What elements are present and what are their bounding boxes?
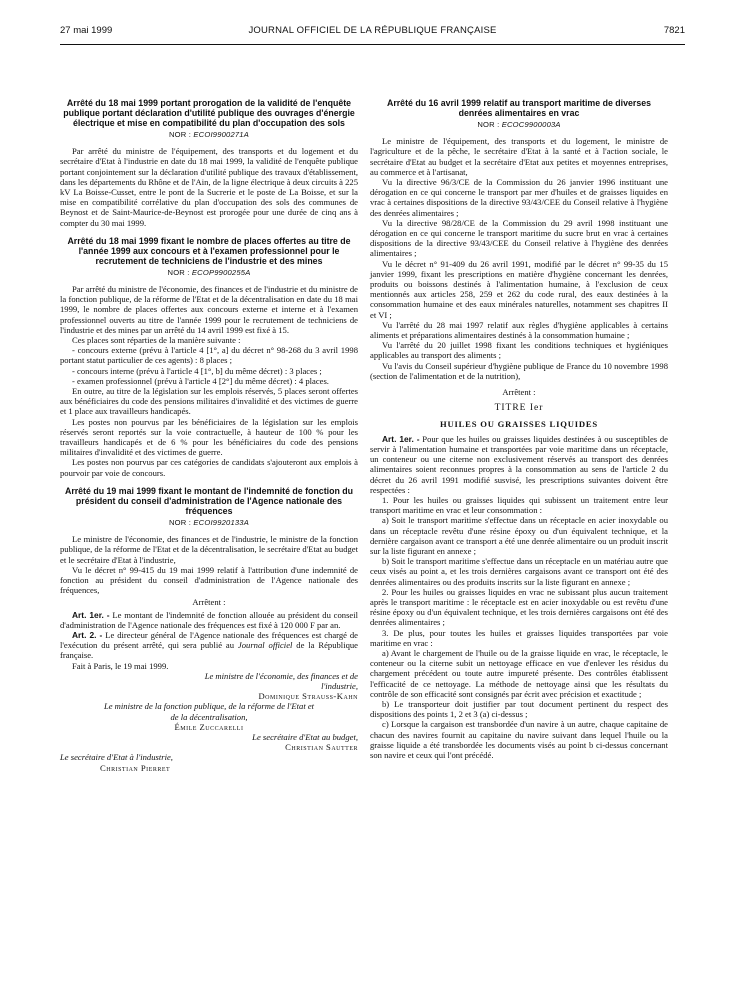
signature-name: Émile Zuccarelli — [174, 721, 244, 732]
decree-title: Arrêté du 18 mai 1999 portant prorogation de la validité de l'enquête publique portant déclaration d'utilité publique des ouvrages d'énergie électrique et mise en compatibilité du plan d'occupation des sols — [63, 98, 355, 128]
paragraph: Vu la directive 96/3/CE de la Commission du 26 janvier 1996 instituant une dérogation en ce qui concerne le transport par mer d'huiles et de graisses liquides en vrac à certaines dispositions de la directive 93/43/CEE du Conseil relative à l'hygiène des denrées alimentaires ; — [370, 177, 668, 218]
point-3: 3. De plus, pour toutes les huiles et graisses liquides transportées par voie maritime en vrac : — [370, 627, 668, 648]
decree-maritime-transport — [370, 98, 668, 760]
article-1: Art. 1er. - Le montant de l'indemnité de fonction allouée au président du conseil d'administration de l'Agence nationale des fréquences est fixé à 120 000 F par an. — [60, 609, 358, 630]
decree-places — [60, 236, 358, 478]
decree-title: Arrêté du 16 avril 1999 relatif au transport maritime de diverses denrées alimentaires en vrac — [386, 98, 652, 118]
titre-subheading: HUILES OU GRAISSES LIQUIDES — [440, 419, 598, 430]
decree-body: Par arrêté du ministre de l'équipement, des transports et du logement et du secrétaire d'Etat à l'industrie en date du 18 mai 1999, la validité de l'enquête publique portant conjointement sur la déclaration d'utilité publique des travaux d'établissement, dans les départements du Rhône et de l'Ain, de la ligne électrique à deux circuits à 225 kV La Boisse-Cusset, entre le pont de la Sucrerie et le poste de La Boisse, et sur la mise en compatibilité corrélative du plan d'occupation des sols des communes de Beynost et de Saint-Maurice-de-Beynost est prorogée pour une durée de cinq ans à compter du 30 mai 1999. — [60, 146, 358, 228]
header-page-number: 7821 — [663, 25, 685, 36]
nor-reference: NOR : ECOI9900271A — [169, 130, 249, 139]
arretent: Arrêtent : — [192, 597, 226, 608]
signature-name: Christian Sautter — [285, 742, 358, 753]
decree-prorogation — [60, 98, 358, 228]
point-3b: b) Le transporteur doit justifier par tout document pertinent du respect des dispositions des points 1, 2 et 3 (a) ci-dessus ; — [370, 698, 668, 720]
list-item: - examen professionnel (prévu à l'article 4 [2°] du même décret) : 4 places. — [72, 375, 329, 386]
article-1: Art. 1er. - Pour que les huiles ou graisses liquides destinées à ou susceptibles de servir à l'alimentation humaine et transportées par voie maritime dans un réceptacle, un conteneur ou une citerne non exclusivement réservés au transport des denrées alimentaires soient reconnues propres à la consommation au sens de l'article 2 du décret du 26 avril 1991 modifié susvisé, les prescriptions suivantes doivent être respectées : — [370, 433, 669, 495]
fait-a-paris: Fait à Paris, le 19 mai 1999. — [72, 660, 169, 671]
nor-reference: NOR : ECOI9920133A — [169, 517, 249, 527]
paragraph: Vu l'arrêté du 28 mai 1997 relatif aux règles d'hygiène applicables à certains aliments et préparations alimentaires destinés à la consommation humaine ; — [370, 319, 668, 341]
right-column — [370, 98, 668, 760]
paragraph: Ces places sont réparties de la manière suivante : — [72, 335, 241, 346]
header-rule — [60, 44, 685, 45]
point-2: 2. Pour les huiles ou graisses liquides en vrac ne subissant plus aucun traitement après le transport maritime : le réceptacle est en acier inoxydable ou est revêtu d'une résine époxy ou d'un équivalent technique, et les trois dernières cargaisons ont été des denrées alimentaires ; — [370, 586, 668, 628]
left-column — [60, 98, 358, 773]
list-item: - concours interne (prévu à l'article 4 [1°, b] du même décret) : 3 places ; — [72, 365, 322, 376]
point-3a: a) Avant le chargement de l'huile ou de la graisse liquide en vrac, le réceptacle, le conteneur ou la citerne subit un nettoyage efficace en vue d'enlever les résidus du chargement précédent ou toute autre impureté présente. Des contrôles établissent l'efficacité de ce nettoyage. La méthode de nettoyage ainsi que les résultats du contrôle de son efficacité sont consignés par écrit avec précision et exactitude ; — [370, 647, 668, 699]
point-1: 1. Pour les huiles ou graisses liquides qui subissent un traitement entre leur transport maritime en vrac et leur consommation : — [370, 494, 668, 516]
signature-name: Dominique Strauss-Kahn — [258, 691, 358, 702]
paragraph: En outre, au titre de la législation sur les emplois réservés, 5 places seront offertes aux bénéficiaires du code des pensions militaires d'invalidité et des victimes de guerre et 1 place aux travailleurs handicapés. — [60, 386, 358, 417]
paragraph: Vu l'arrêté du 20 juillet 1998 fixant les conditions techniques et hygiéniques applicables au transport des aliments ; — [370, 340, 668, 361]
decree-title: Arrêté du 19 mai 1999 fixant le montant de l'indemnité de fonction du président du conseil d'administration de l'Agence nationale des fréquences — [64, 485, 354, 516]
paragraph: Vu le décret n° 91-409 du 26 avril 1991, modifié par le décret n° 99-35 du 15 janvier 1999, fixant les prescriptions en matière d'hygiène concernant les denrées, produits ou boissons destinés à l'alimentation humaine, à l'exclusion de ceux mentionnés aux articles 258, 259 et 262 du code rural, des eaux destinées à la consommation humaine et des eaux minérales naturelles, notamment ses chapitres II et VI ; — [370, 258, 668, 320]
paragraph: Vu le décret n° 99-415 du 19 mai 1999 relatif à l'attribution d'une indemnité de fonction au président du conseil d'administration de l'Agence nationale des fréquences, — [60, 564, 358, 596]
paragraph: Vu l'avis du Conseil supérieur d'hygiène publique de France du 10 novembre 1998 (section de l'alimentation et de la nutrition), — [370, 360, 668, 381]
arretent: Arrêtent : — [502, 387, 536, 398]
signatures — [60, 671, 358, 773]
decree-title: Arrêté du 18 mai 1999 fixant le nombre de places offertes au titre de l'année 1999 aux concours et à l'examen professionnel pour le recrutement de techniciens de l'industrie et des mines — [67, 235, 351, 266]
point-1a: a) Soit le transport maritime s'effectue dans un réceptacle en acier inoxydable ou dans un réceptacle revêtu d'une résine époxy ou d'un équivalent technique, et la dernière cargaison avant ce transport a été une denrée alimentaire ou un produit inscrit sur la liste figurant en annexe ; — [370, 515, 668, 556]
nor-reference: NOR : ECOC9900003A — [477, 120, 561, 129]
header-journal-title: JOURNAL OFFICIEL DE LA RÉPUBLIQUE FRANÇAISE — [248, 25, 497, 36]
page-header — [60, 25, 685, 39]
list-item: - concours externe (prévu à l'article 4 [1°, a] du décret n° 98-268 du 3 avril 1998 portant statut particulier de ces agents) : 8 places ; — [60, 345, 358, 366]
paragraph: Les postes non pourvus par ces catégories de candidats s'ajouteront aux emplois à pourvoir par voie de concours. — [60, 457, 358, 478]
nor-reference: NOR : ECOP9900255A — [167, 267, 251, 277]
point-1b: b) Soit le transport maritime s'effectue dans un réceptacle en un matériau autre que ceux visés au point a, et les trois dernières cargaisons avant ce transport ont été des denrées alimentaires ou des produits inscrits sur la liste figurant en annexe ; — [370, 556, 668, 587]
paragraph: Vu la directive 98/28/CE de la Commission du 29 avril 1998 instituant une dérogation en ce qui concerne le transport maritime du sucre brut en vrac à certaines dispositions de la directive 93/43/CEE du Conseil relative à l'hygiène des denrées alimentaires ; — [370, 217, 668, 259]
paragraph: Les postes non pourvus par les bénéficiaires de la législation sur les emplois réservés seront reportés sur la voie contractuelle, à hauteur de 100 % pour les travailleurs handicapés et de 6 % pour les bénéficiaires du code des pensions militaires d'invalidité et des victimes de guerre. — [60, 416, 358, 458]
paragraph: Le ministre de l'équipement, des transports et du logement, le ministre de l'agriculture et de la pêche, le secrétaire d'Etat à la santé et à l'action sociale, le secrétaire d'Etat au budget et la secrétaire d'Etat aux petites et moyennes entreprises, au commerce et à l'artisanat, — [370, 136, 668, 177]
point-3c: c) Lorsque la cargaison est transbordée d'un navire à un autre, chaque capitaine de chacun des navires fournit au capitaine du navire suivant dans lequel l'huile ou la graisse liquide a été transbordée les documents visés au point b ci-dessus concernant son navire et ceux qui l'ont précédé. — [370, 719, 668, 760]
article-2: Art. 2. - Le directeur général de l'Agence nationale des fréquences est chargé de l'exécution du présent arrêté, qui sera publié au Journal officiel de la République française. — [60, 629, 358, 661]
titre-heading: TITRE Ier — [494, 403, 544, 414]
decree-indemnity — [60, 486, 358, 773]
signature-name: Christian Pierret — [100, 762, 171, 773]
signature-role: Le secrétaire d'Etat au budget, — [252, 731, 358, 742]
header-date: 27 mai 1999 — [60, 25, 113, 36]
paragraph: Le ministre de l'économie, des finances et de l'industrie, le ministre de la fonction publique, de la réforme de l'Etat et de la décentralisation, le secrétaire d'Etat au budget et le secrétaire d'Etat à l'industrie, — [60, 534, 358, 565]
signature-role: Le secrétaire d'Etat à l'industrie, — [60, 752, 173, 763]
signature-role: Le ministre de la fonction publique, de la réforme de l'Etat et de la décentralisation, — [103, 701, 315, 722]
paragraph: Par arrêté du ministre de l'économie, des finances et de l'industrie et du ministre de la fonction publique, de la réforme de l'Etat et de la décentralisation en date du 18 mai 1999, le nombre de places offertes aux concours externe et interne et à l'examen professionnel ouverts au titre de l'année 1999 pour le recrutement de techniciens de l'industrie et des mines par un arrêté du 14 avril 1999 est fixé à 15. — [60, 284, 358, 335]
signature-role: Le ministre de l'économie, des finances et de l'industrie, — [204, 670, 358, 691]
